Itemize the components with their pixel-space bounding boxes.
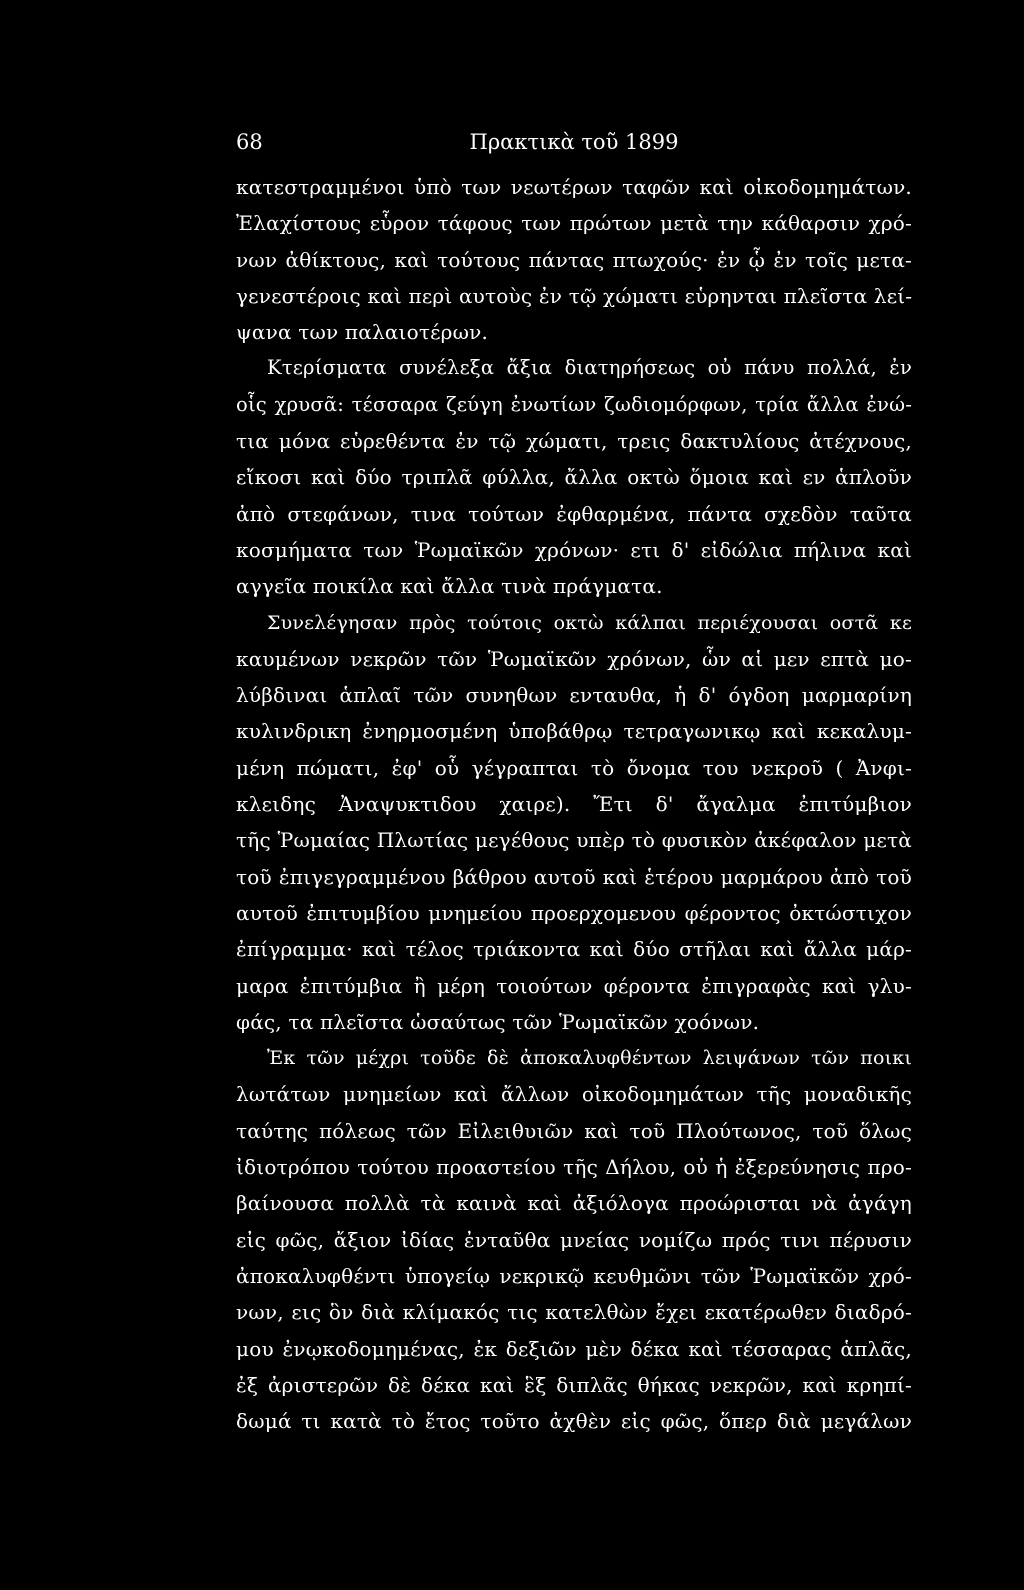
text-line: κυλινδρικη ἐνηρμοσμένη ὑποβάθρῳ τετραγωνικῳ καὶ κεκαλυμ-	[236, 719, 912, 744]
text-line: λωτάτων μνημείων καὶ ἄλλων οἰκοδομημάτων τῆς μοναδικῆς	[236, 1082, 912, 1107]
text-line: τια μόνα εὑρεθέντα ἐν τῷ χώματι, τρεις δακτυλίους ἀτέχνους,	[236, 429, 912, 454]
text-line: μου ἐνῳκοδομημένας, ἐκ δεξιῶν μὲν δέκα καὶ τέσσαρας ἁπλᾶς,	[236, 1336, 912, 1361]
text-line: Ἐκ τῶν μέχρι τοῦδε δὲ ἀποκαλυφθέντων λειψάνων τῶν ποικι	[267, 1047, 912, 1070]
text-line: κατεστραμμένοι ὑπὸ των νεωτέρων ταφῶν καὶ οἰκοδομημάτων.	[236, 175, 912, 199]
text-line: ἐξ ἀριστερῶν δὲ δέκα καὶ ἓξ διπλᾶς θήκας νεκρῶν, καὶ κρηπί-	[236, 1372, 912, 1397]
text-line: δωμά τι κατὰ τὸ ἔτος τοῦτο ἀχθὲν εἰς φῶς, ὅπερ διὰ μεγάλων	[236, 1409, 912, 1434]
text-line: αγγεῖα ποικίλα καὶ ἄλλα τινὰ πράγματα.	[236, 574, 663, 599]
text-line: εἰς φῶς, ἄξιον ἰδίας ἐνταῦθα μνείας νομίζω πρός τινι πέρυσιν	[236, 1227, 912, 1252]
text-line: γενεστέροις καὶ περὶ αυτοὺς ἐν τῷ χώματι εὑρηνται πλεῖστα λεί-	[236, 283, 913, 308]
page-header	[236, 130, 912, 160]
text-line: Ἐλαχίστους εὗρον τάφους των πρώτων μετὰ την κάθαρσιν χρό-	[236, 211, 912, 236]
text-line: κοσμήματα των Ῥωμαϊκῶν χρόνων· ετι δ' εἰδώλια πήλινα καὶ	[236, 537, 912, 562]
text-line: ἰδιοτρόπου τούτου προαστείου τῆς Δήλου, οὐ ἡ ἐξερεύνησις προ-	[236, 1155, 912, 1180]
text-line: φάς, τα πλεῖστα ὡσαύτως τῶν Ῥωμαϊκῶν χοόνων.	[236, 1009, 760, 1034]
text-line: Κτερίσματα συνέλεξα ἄξια διατηρήσεως οὐ πάνυ πολλά, ἐν	[267, 356, 912, 380]
text-line: οἷς χρυσᾶ: τέσσαρα ζεύγη ἐνωτίων ζωδιομόρφων, τρία ἄλλα ἐνώ-	[236, 392, 912, 416]
text-line: ἐπίγραμμα· καὶ τέλος τριάκοντα καὶ δύο στῆλαι καὶ ἄλλα μάρ-	[236, 937, 912, 962]
text-line: κλειδης Ἀναψυκτιδου χαιρε). Ἔτι δ' ἄγαλμα ἐπιτύμβιον	[236, 792, 912, 817]
text-line: καυμένων νεκρῶν τῶν Ῥωμαϊκῶν χρόνων, ὧν αἱ μεν επτὰ μο-	[236, 646, 912, 671]
text-line: μαρα ἐπιτύμβια ἢ μέρη τοιούτων φέροντα ἐπιγραφὰς καὶ γλυ-	[236, 973, 912, 998]
text-line: εἴκοσι καὶ δύο τριπλᾶ φύλλα, ἄλλα οκτὼ ὅμοια καὶ εν ἁπλοῦν	[236, 465, 912, 490]
body-text	[236, 169, 912, 1439]
text-line: τοῦ ἐπιγεγραμμένου βάθρου αυτοῦ καὶ ἑτέρου μαρμάρου ἀπὸ τοῦ	[236, 864, 912, 889]
text-line: μένη πώματι, ἐφ' οὗ γέγραπται τὸ ὄνομα του νεκροῦ ( Ἀνφι-	[236, 755, 912, 780]
text-line: ἀποκαλυφθέντι ὑπογείῳ νεκρικῷ κευθμῶνι τῶν Ῥωμαϊκῶν χρό-	[236, 1263, 912, 1288]
text-line: ψανα των παλαιοτέρων.	[236, 320, 489, 345]
text-line: αυτοῦ ἐπιτυμβίου μνημείου προερχομενου φέροντος ὀκτώστιχον	[236, 900, 912, 925]
running-title: Πρακτικὰ τοῦ 1899	[469, 130, 679, 154]
text-line: νων, εις ὃν διὰ κλίμακός τις κατελθὼν ἔχει εκατέρωθεν διαδρό-	[236, 1300, 912, 1325]
text-line: λύβδιναι ἁπλαῖ τῶν συνηθων ενταυθα, ἡ δ' όγδοη μαρμαρίνη	[236, 683, 912, 708]
text-line: ἀπὸ στεφάνων, τινα τούτων ἐφθαρμένα, πάντα σχεδὸν ταῦτα	[236, 501, 912, 526]
text-line: Συνελέγησαν πρὸς τούτοις οκτὼ κάλπαι περιέχουσαι οστᾶ κε	[267, 611, 912, 634]
page-number: 68	[236, 130, 263, 154]
text-line: ταύτης πόλεως τῶν Εἰλειθυιῶν καὶ τοῦ Πλούτωνος, τοῦ ὅλως	[236, 1118, 912, 1143]
text-line: τῆς Ῥωμαίας Πλωτίας μεγέθους υπὲρ τὸ φυσικὸν ἀκέφαλον μετὰ	[236, 828, 912, 853]
text-line: βαίνουσα πολλὰ τὰ καινὰ καὶ ἀξιόλογα προώρισται νὰ ἀγάγη	[236, 1191, 912, 1216]
text-line: νων ἀθίκτους, καὶ τούτους πάντας πτωχούς· ἐν ᾧ ἐν τοῖς μετα-	[236, 247, 912, 272]
